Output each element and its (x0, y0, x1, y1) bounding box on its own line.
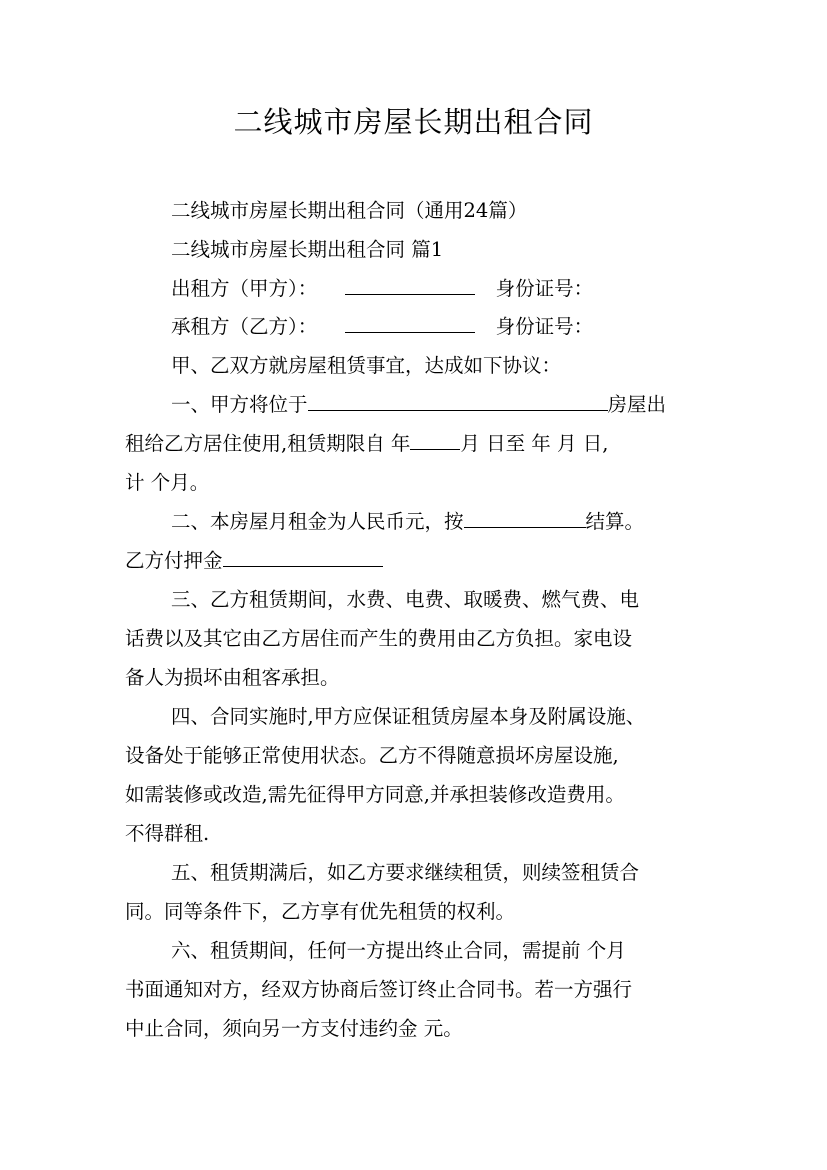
clause2-line1 (171, 507, 705, 537)
clause3-line3: 备人为损坏由租客承担。 (125, 666, 340, 689)
clause2-line2 (125, 546, 705, 576)
party-b-label: 承租方（乙方）： (171, 315, 318, 338)
clause3-line2: 话费以及其它由乙方居住而产生的费用由乙方负担。家电设 (125, 627, 633, 650)
party-b-line (171, 312, 705, 342)
clause1-text-a: 一、甲方将位于 (171, 393, 308, 416)
document-subtitle: 二线城市房屋长期出租合同（通用24篇） (171, 199, 528, 222)
party-a-line (171, 274, 705, 304)
clause2-settlement-blank (464, 509, 586, 528)
clause2-text-a: 二、本房屋月租金为人民币元，按 (171, 510, 464, 533)
clause2-text-c: 乙方付押金 (125, 549, 223, 572)
clause5-line1: 五、租赁期满后，如乙方要求继续租赁，则续签租赁合 (171, 861, 640, 884)
clause1-line1 (171, 390, 705, 420)
clause2-deposit-blank (223, 548, 383, 567)
clause6-line3: 中止合同，须向另一方支付违约金 元。 (125, 1017, 463, 1040)
section-heading: 二线城市房屋长期出租合同 篇1 (171, 238, 444, 261)
clause4-line3: 如需装修或改造,需先征得甲方同意,并承担装修改造费用。 (125, 783, 625, 806)
clause3-line1: 三、乙方租赁期间，水费、电费、取暖费、燃气费、电 (171, 588, 640, 611)
clause1-line2 (125, 429, 705, 459)
clause1-address-blank (308, 392, 608, 411)
clause4-line4: 不得群租. (125, 822, 210, 845)
party-a-name-blank (345, 276, 475, 295)
clause5-line2: 同。同等条件下，乙方享有优先租赁的权利。 (125, 900, 516, 923)
party-a-label: 出租方（甲方）： (171, 277, 318, 300)
agreement-intro: 甲、乙双方就房屋租赁事宜，达成如下协议： (171, 354, 562, 377)
clause1-line3: 计 个月。 (125, 471, 210, 494)
clause6-line2: 书面通知对方，经双方协商后签订终止合同书。若一方强行 (125, 978, 633, 1001)
party-b-id-label: 身份证号： (495, 315, 594, 338)
clause1-text-b: 房屋出 (607, 393, 667, 416)
clause2-text-b: 结算。 (585, 510, 645, 533)
document-title: 二线城市房屋长期出租合同 (233, 105, 594, 139)
clause1-month-blank (410, 431, 460, 450)
clause4-line2: 设备处于能够正常使用状态。乙方不得随意损坏房屋设施, (125, 744, 619, 767)
clause1-text-d: 月 日至 年 月 日, (460, 432, 609, 455)
party-a-id-label: 身份证号： (495, 277, 594, 300)
clause6-line1: 六、租赁期间，任何一方提出终止合同，需提前 个月 (171, 939, 626, 962)
clause1-text-c: 租给乙方居住使用,租赁期限自 年 (125, 432, 411, 455)
party-b-name-blank (345, 314, 475, 333)
clause4-line1: 四、合同实施时,甲方应保证租赁房屋本身及附属设施、 (171, 705, 646, 728)
